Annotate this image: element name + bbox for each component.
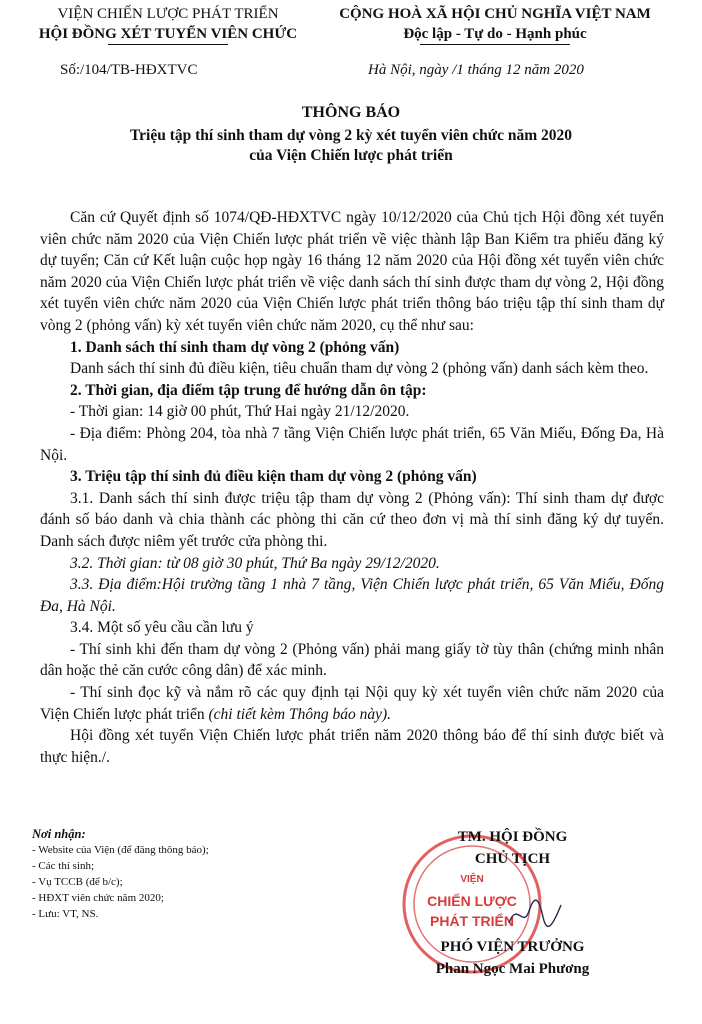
stamp-text-top: VIỆN: [460, 874, 484, 885]
recipient-item: - Các thí sinh;: [32, 860, 95, 872]
recipients-heading: Nơi nhận:: [32, 827, 86, 841]
section-3-1: 3.1. Danh sách thí sinh được triệu tập tham dự vòng 2 (Phỏng vấn): Thí sinh tham dự được đánh số báo danh và chia thành các phòng thi căn cứ theo đơn vị mà thí sinh đăng ký dự tuyển. Danh sách được niêm yết trước cửa phòng thi.: [40, 489, 664, 550]
org-name: VIỆN CHIẾN LƯỢC PHÁT TRIỂN: [57, 6, 279, 22]
motto: Độc lập - Tự do - Hạnh phúc: [403, 26, 587, 42]
section-3-2: 3.2. Thời gian: từ 08 giờ 30 phút, Thứ Ba ngày 29/12/2020.: [70, 554, 440, 572]
document-subtitle-2: của Viện Chiến lược phát triển: [249, 147, 453, 164]
section-3-4: 3.4. Một số yêu cầu cần lưu ý: [70, 619, 254, 637]
national-name: CỘNG HOÀ XÃ HỘI CHỦ NGHĨA VIỆT NAM: [339, 6, 651, 22]
handwritten-signature: [505, 895, 565, 935]
section-1-heading: 1. Danh sách thí sinh tham dự vòng 2 (phỏng vấn): [70, 338, 400, 356]
section-1-text: Danh sách thí sinh đủ điều kiện, tiêu chuẩn tham dự vòng 2 (phỏng vấn) danh sách kèm theo.: [70, 360, 649, 378]
recipient-item: - Website của Viện (để đăng thông báo);: [32, 844, 209, 856]
council-name: HỘI ĐỒNG XÉT TUYỂN VIÊN CHỨC: [38, 26, 298, 42]
issuer-underline: [108, 44, 228, 45]
national-motto-block: [300, 4, 690, 45]
motto-underline: [420, 44, 570, 45]
note-1: - Thí sinh khi đến tham dự vòng 2 (Phỏng vấn) phải mang giấy tờ tùy thân (chứng minh nhân dân hoặc thẻ căn cước công dân) để xác minh.: [40, 640, 664, 680]
signer-position: PHÓ VIỆN TRƯỞNG: [440, 939, 585, 955]
document-subtitle-1: Triệu tập thí sinh tham dự vòng 2 kỳ xét tuyển viên chức năm 2020: [129, 127, 573, 144]
recipient-item: - Lưu: VT, NS.: [32, 908, 99, 920]
document-number: Số:/104/TB-HĐXTVC: [60, 62, 198, 78]
note-2-text: - Thí sinh đọc kỹ và nắm rõ các quy định tại Nội quy kỳ xét tuyển viên chức năm 2020 của Viện Chiến lược phát triển: [40, 684, 664, 723]
note-2-italic: (chi tiết kèm Thông báo này).: [208, 705, 391, 723]
recipients-block: [32, 826, 209, 922]
note-2: [40, 682, 664, 725]
stamp-text-bottom: PHÁT TRIỂN: [430, 913, 514, 929]
recipient-item: - HĐXT viên chức năm 2020;: [32, 892, 164, 904]
stamp-text-mid: CHIẾN LƯỢC: [427, 893, 517, 909]
issuer-block: [18, 4, 318, 45]
section-3-heading: 3. Triệu tập thí sinh đủ điều kiện tham dự vòng 2 (phỏng vấn): [70, 468, 477, 486]
intro-paragraph: Căn cứ Quyết định số 1074/QĐ-HĐXTVC ngày 10/12/2020 của Chủ tịch Hội đồng xét tuyển viên chức năm 2020 của Viện Chiến lược phát triển về việc thành lập Ban Kiểm tra phiếu đăng ký dự tuyển; Căn cứ Kết luận cuộc họp ngày 16 tháng 12 năm 2020 của Hội đồng xét tuyển viên chức năm 2020 của Viện Chiến lược phát triển về việc danh sách thí sinh được tham dự vòng 2, Hội đồng xét tuyển viên chức năm 2020 của Viện Chiến lược phát triển thông báo triệu tập thí sinh tham dự vòng 2 (phỏng vấn) kỳ xét tuyển viên chức năm 2020, cụ thể như sau:: [40, 209, 664, 334]
section-2-place: - Địa điểm: Phòng 204, tòa nhà 7 tầng Viện Chiến lược phát triển, 65 Văn Miếu, Đống Đa, Hà Nội.: [40, 424, 664, 464]
section-3-3: 3.3. Địa điểm:Hội trường tầng 1 nhà 7 tầng, Viện Chiến lược phát triển, 65 Văn Miếu, Đống Đa, Hà Nội.: [40, 576, 664, 615]
section-2-heading: 2. Thời gian, địa điểm tập trung để hướng dẫn ôn tập:: [70, 381, 427, 399]
signature-title-2: CHỦ TỊCH: [474, 851, 551, 867]
signer-name: Phan Ngọc Mai Phương: [435, 961, 590, 977]
document-date: Hà Nội, ngày /1 tháng 12 năm 2020: [368, 62, 584, 78]
recipient-item: - Vụ TCCB (để b/c);: [32, 876, 123, 888]
closing-paragraph: Hội đồng xét tuyển Viện Chiến lược phát triển năm 2020 thông báo để thí sinh được biết và thực hiện./.: [40, 727, 664, 766]
section-2-time: - Thời gian: 14 giờ 00 phút, Thứ Hai ngày 21/12/2020.: [70, 403, 410, 421]
document-body: [40, 207, 664, 768]
signature-title-1: TM. HỘI ĐỒNG: [457, 829, 568, 845]
document-heading: THÔNG BÁO: [301, 104, 401, 121]
